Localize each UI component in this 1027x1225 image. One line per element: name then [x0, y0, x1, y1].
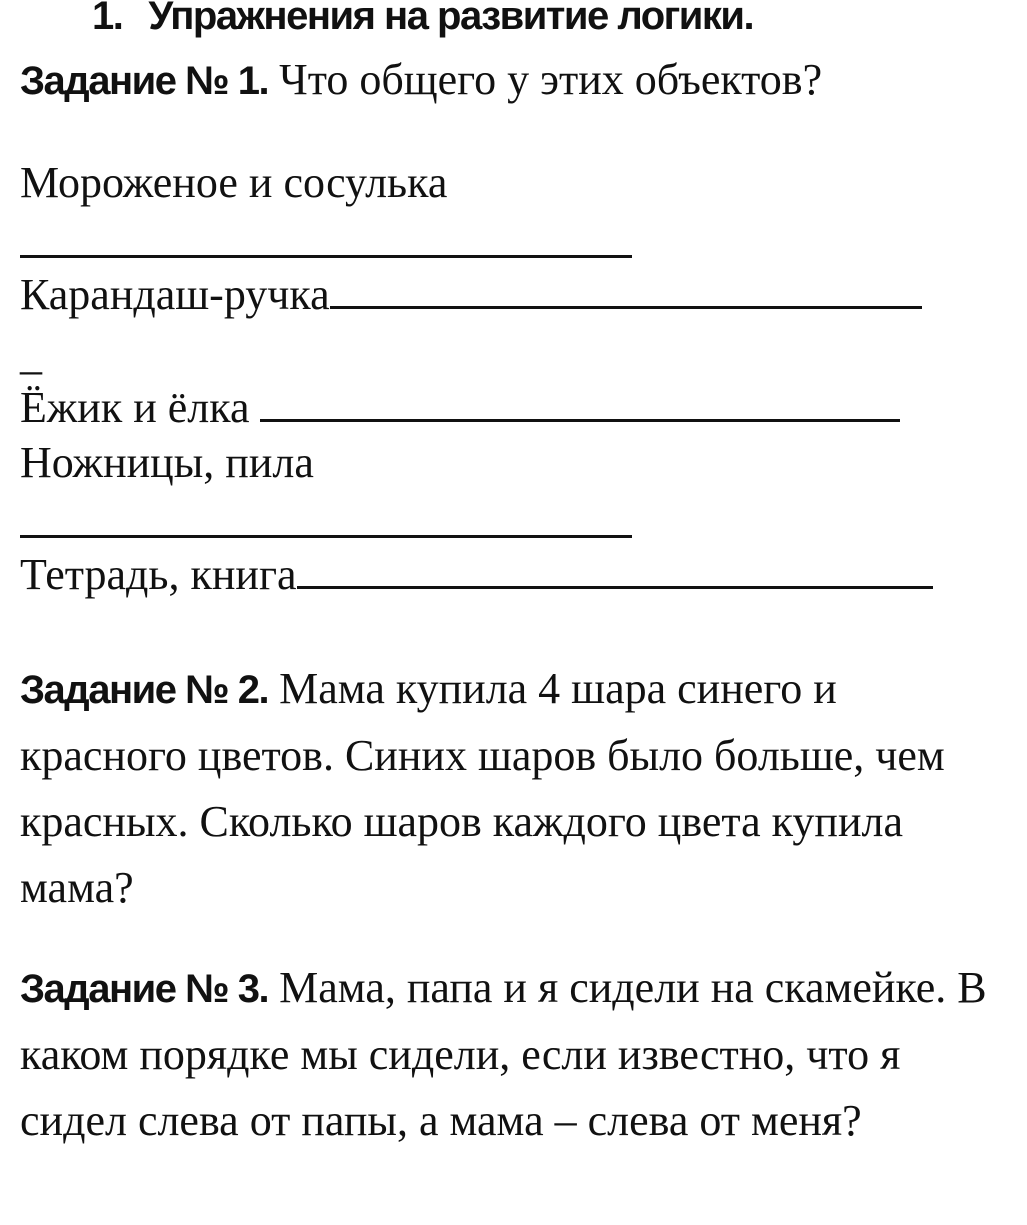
- section-heading: [92, 0, 753, 39]
- task1-item-4: [20, 438, 314, 489]
- task1-item-3: [20, 383, 900, 434]
- answer-line-1[interactable]: [20, 255, 632, 258]
- section-title: Упражнения на развитие логики.: [148, 0, 754, 38]
- item-text: Карандаш-ручка: [20, 270, 330, 319]
- stray-mark: _: [20, 330, 42, 379]
- answer-line-2[interactable]: [330, 305, 922, 309]
- section-number: 1.: [92, 0, 123, 38]
- item-text: Ножницы, пила: [20, 438, 314, 487]
- stray-underscore: [20, 330, 42, 381]
- task3-label: Задание № 3.: [20, 967, 269, 1011]
- task1-question: Что общего у этих объектов?: [279, 55, 823, 104]
- answer-line-4[interactable]: [20, 535, 632, 538]
- task1-header: [20, 55, 822, 106]
- task3-text: Мама, папа и я сидели на скамейке. В каком порядке мы сидели, если известно, что я сидел слева от папы, а мама – слева от меня?: [20, 963, 987, 1145]
- task2-paragraph: [20, 656, 1010, 921]
- item-text: Тетрадь, книга: [20, 550, 297, 599]
- task3-paragraph: [20, 955, 1010, 1154]
- task1-label: Задание № 1.: [20, 59, 269, 103]
- task1-item-5: [20, 550, 933, 601]
- answer-line-5[interactable]: [297, 585, 933, 589]
- item-text: Ёжик и ёлка: [20, 383, 250, 432]
- answer-line-3[interactable]: [260, 418, 900, 422]
- item-text: Мороженое и сосулька: [20, 158, 448, 207]
- task2-text: Мама купила 4 шара синего и красного цветов. Синих шаров было больше, чем красных. Сколько шаров каждого цвета купила мама?: [20, 664, 945, 912]
- task1-item-2: [20, 270, 922, 321]
- task1-item-1: [20, 158, 447, 209]
- task2-label: Задание № 2.: [20, 668, 269, 712]
